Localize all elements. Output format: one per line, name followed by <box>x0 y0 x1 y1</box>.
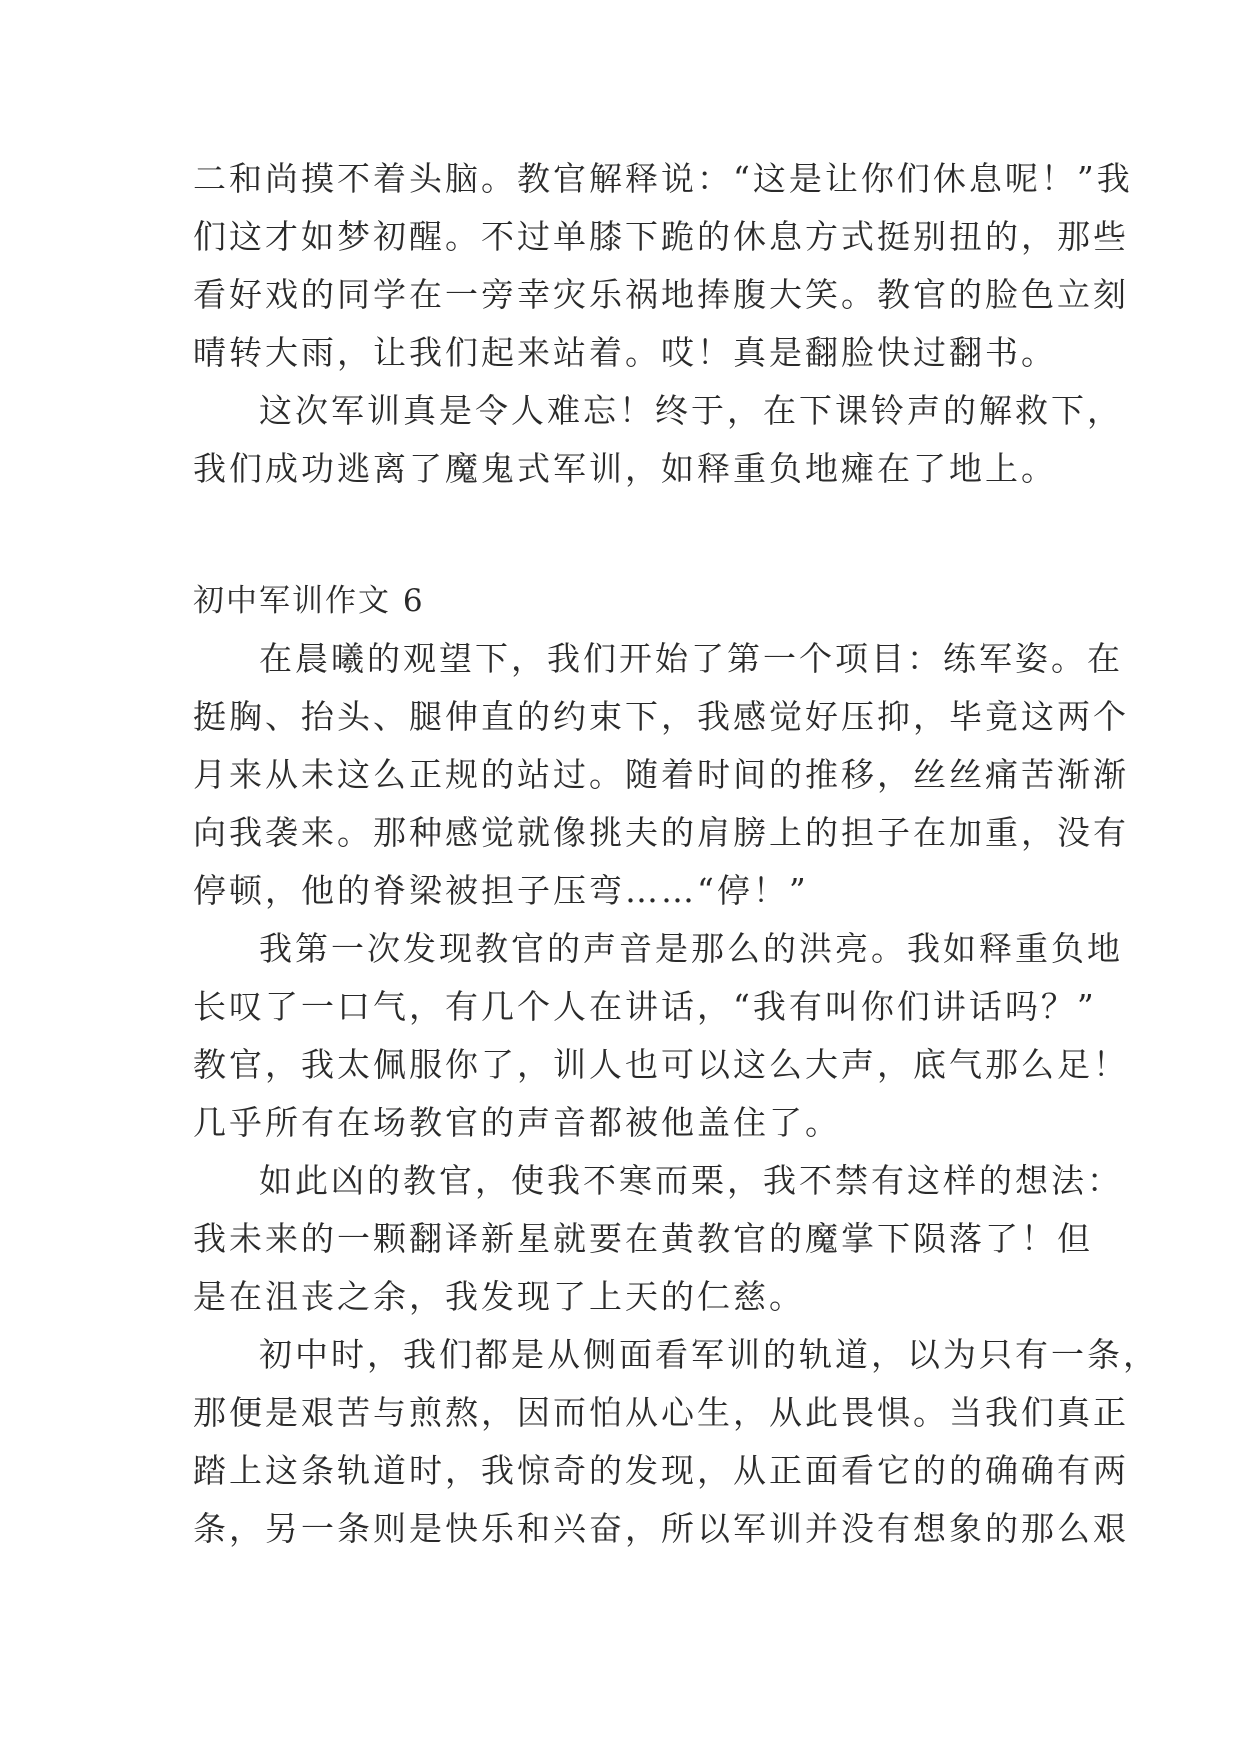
paragraph-line: 看好戏的同学在一旁幸灾乐祸地捧腹大笑。教官的脸色立刻 <box>193 275 1129 314</box>
paragraph-line: 初中时，我们都是从侧面看军训的轨道，以为只有一条， <box>259 1335 1159 1374</box>
paragraph-line: 在晨曦的观望下，我们开始了第一个项目：练军姿。在 <box>259 639 1123 678</box>
paragraph-line: 们这才如梦初醒。不过单膝下跪的休息方式挺别扭的，那些 <box>193 217 1129 256</box>
paragraph-line: 踏上这条轨道时，我惊奇的发现，从正面看它的的确确有两 <box>193 1451 1129 1490</box>
section-heading: 初中军训作文 6 <box>193 583 425 619</box>
paragraph-line: 这次军训真是令人难忘！终于，在下课铃声的解救下， <box>259 391 1123 430</box>
paragraph-line: 几乎所有在场教官的声音都被他盖住了。 <box>193 1103 841 1142</box>
section-1-text <box>193 150 1133 498</box>
paragraph-line: 那便是艰苦与煎熬，因而怕从心生，从此畏惧。当我们真正 <box>193 1393 1129 1432</box>
paragraph-line: 我未来的一颗翻译新星就要在黄教官的魔掌下陨落了！但 <box>193 1219 1093 1258</box>
section-2-text <box>193 630 1159 1558</box>
paragraph-line: 二和尚摸不着头脑。教官解释说：“这是让你们休息呢！”我 <box>193 159 1133 198</box>
paragraph-line: 教官，我太佩服你了，训人也可以这么大声，底气那么足！ <box>193 1045 1129 1084</box>
paragraph-line: 条，另一条则是快乐和兴奋，所以军训并没有想象的那么艰 <box>193 1509 1129 1548</box>
paragraph-line: 向我袭来。那种感觉就像挑夫的肩膀上的担子在加重，没有 <box>193 813 1129 852</box>
paragraph-line: 如此凶的教官，使我不寒而栗，我不禁有这样的想法： <box>259 1161 1123 1200</box>
paragraph-line: 是在沮丧之余，我发现了上天的仁慈。 <box>193 1277 805 1316</box>
paragraph-line: 我们成功逃离了魔鬼式军训，如释重负地瘫在了地上。 <box>193 449 1057 488</box>
paragraph-line: 挺胸、抬头、腿伸直的约束下，我感觉好压抑，毕竟这两个 <box>193 697 1129 736</box>
paragraph-line: 晴转大雨，让我们起来站着。哎！真是翻脸快过翻书。 <box>193 333 1057 372</box>
paragraph-line: 停顿，他的脊梁被担子压弯……“停！” <box>193 871 809 910</box>
paragraph-line: 长叹了一口气，有几个人在讲话，“我有叫你们讲话吗？” <box>193 987 1097 1026</box>
paragraph-line: 月来从未这么正规的站过。随着时间的推移，丝丝痛苦渐渐 <box>193 755 1129 794</box>
paragraph-line: 我第一次发现教官的声音是那么的洪亮。我如释重负地 <box>259 929 1123 968</box>
